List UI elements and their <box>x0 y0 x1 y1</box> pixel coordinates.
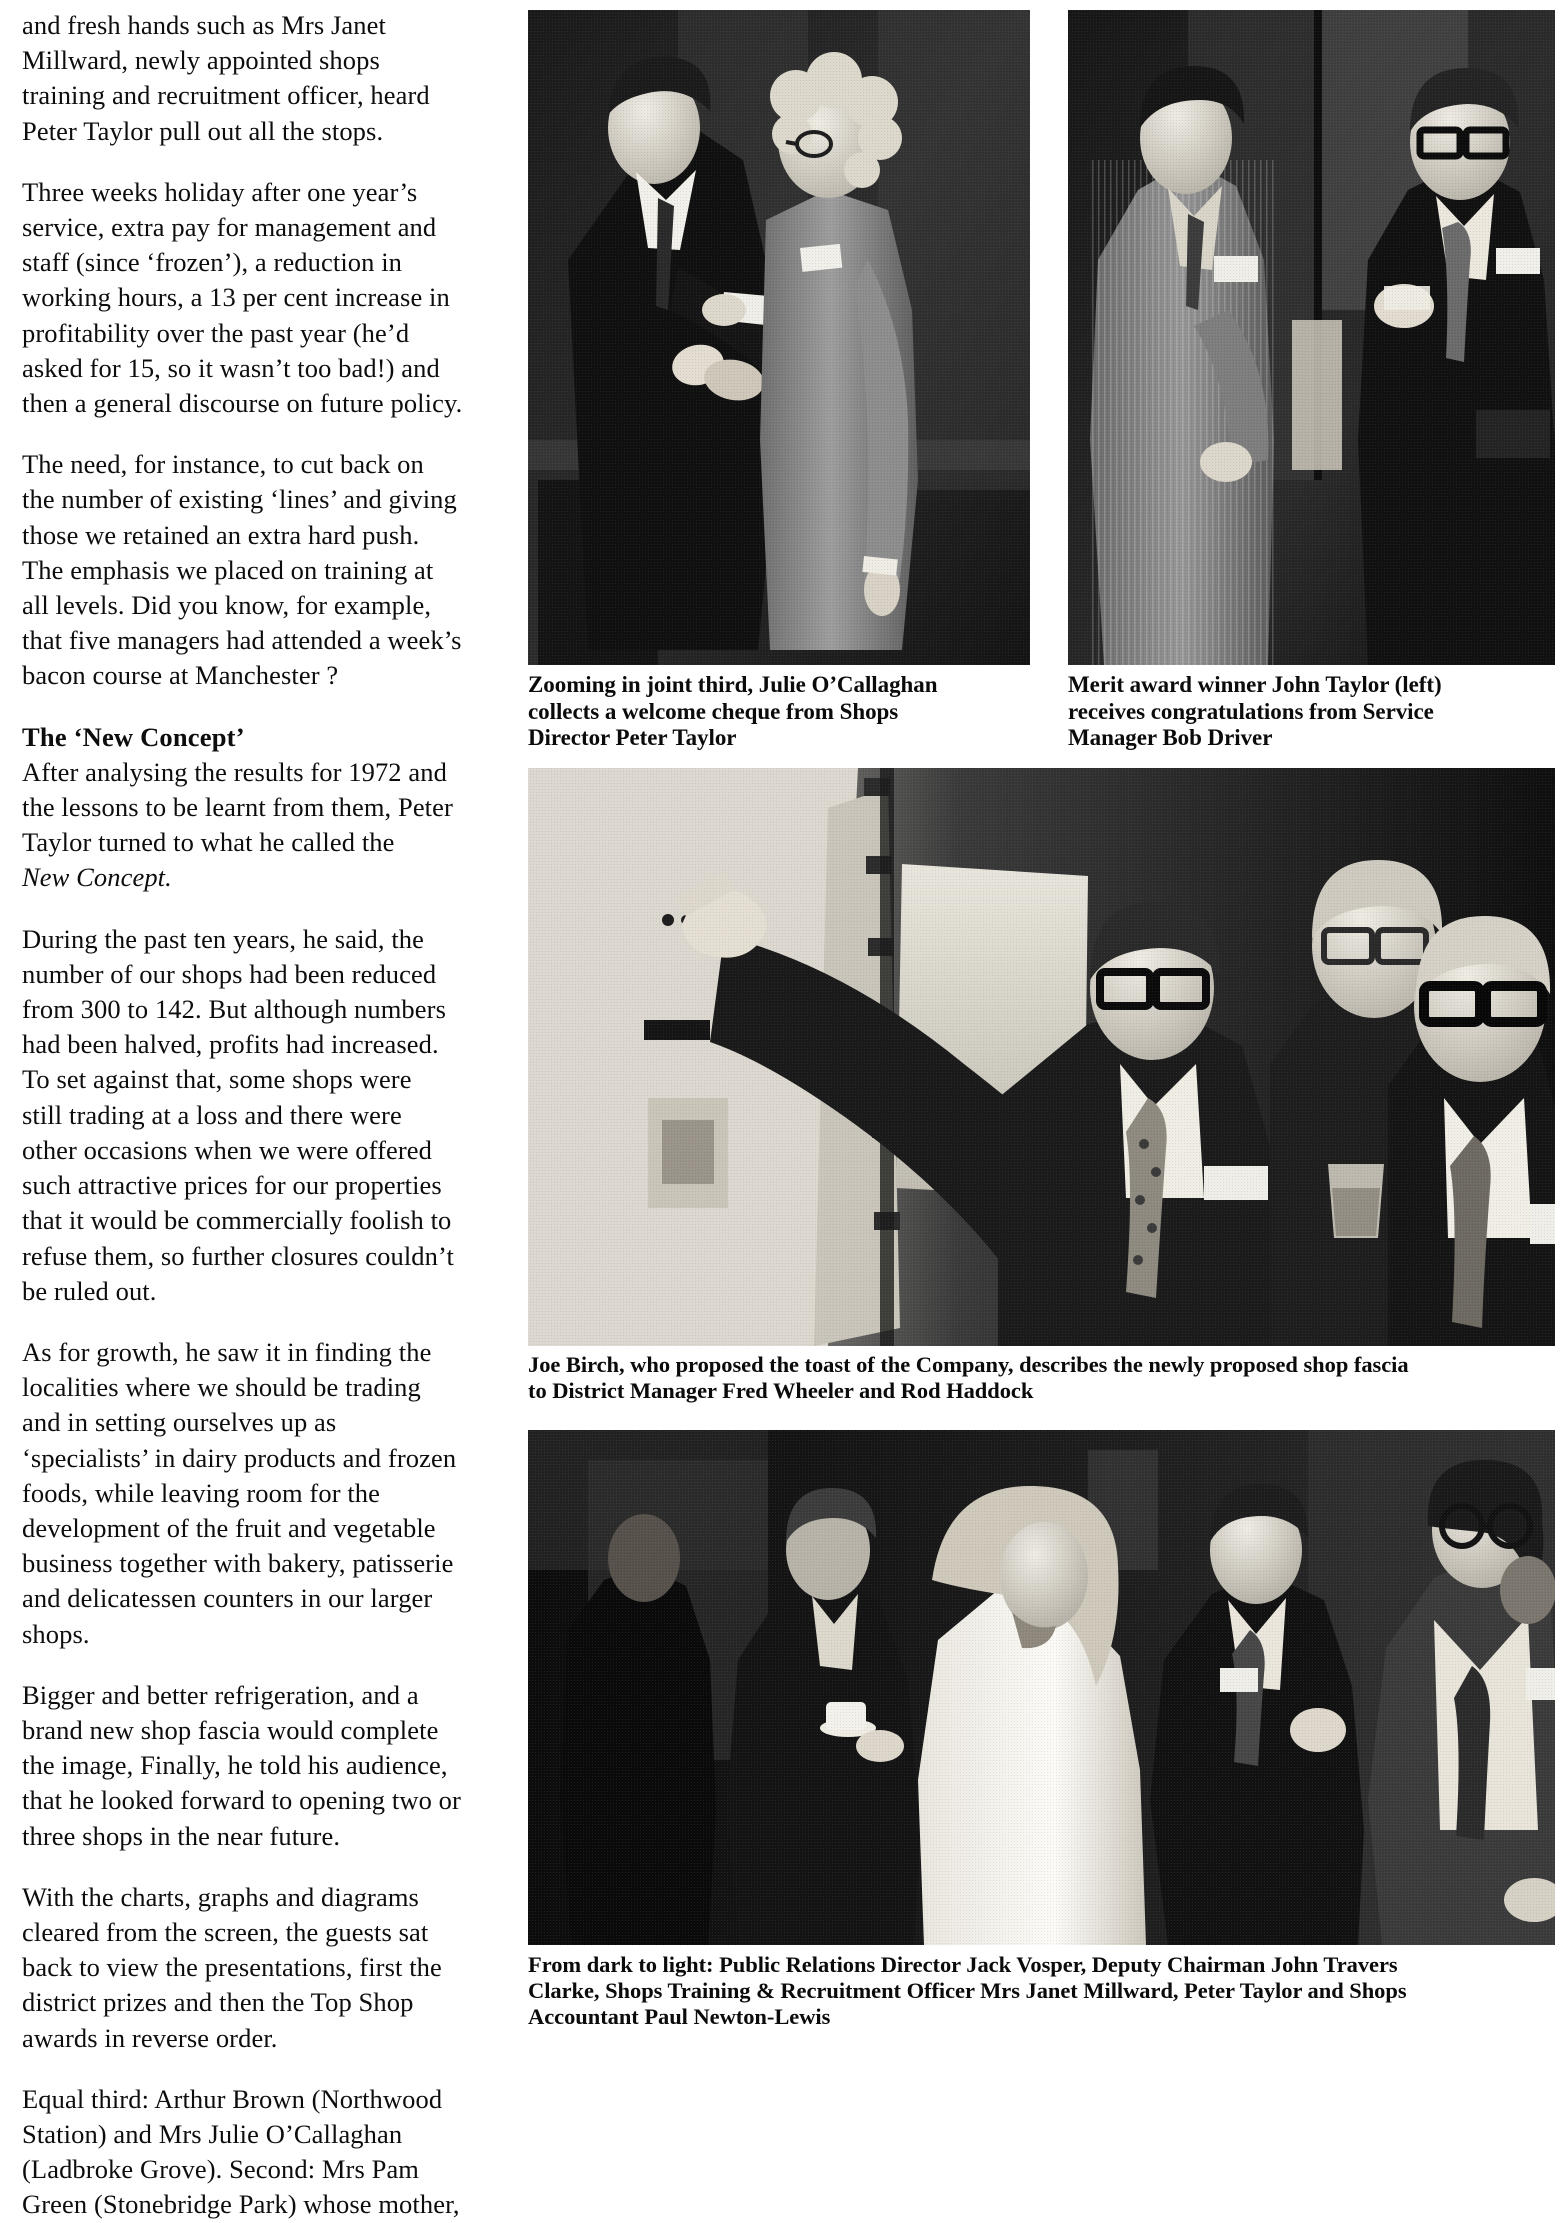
text-line: that he looked forward to opening two or <box>22 1785 461 1816</box>
text-line: As for growth, he saw it in finding the <box>22 1336 432 1367</box>
text-line: such attractive prices for our properties <box>22 1170 442 1201</box>
text-line-italic: New Concept. <box>22 862 172 893</box>
text-line: training and recruitment officer, heard <box>22 80 430 111</box>
caption-line: receives congratulations from Service <box>1068 698 1434 724</box>
text-line: those we retained an extra hard push. <box>22 519 420 550</box>
text-line: shops. <box>22 1618 90 1649</box>
caption-line: From dark to light: Public Relations Director Jack Vosper, Deputy Chairman John Travers <box>528 1952 1398 1977</box>
text-line: and fresh hands such as Mrs Janet <box>22 10 386 40</box>
text-line: Three weeks holiday after one year’s <box>22 176 418 207</box>
text-line: With the charts, graphs and diagrams <box>22 1881 419 1912</box>
text-line: cleared from the screen, the guests sat <box>22 1916 429 1947</box>
text-line: brand new shop fascia would complete <box>22 1714 439 1745</box>
paragraph-4 <box>22 755 512 896</box>
caption-line: Joe Birch, who proposed the toast of the Company, describes the newly proposed shop fascia <box>528 1352 1409 1377</box>
text-line: had been halved, profits had increased. <box>22 1029 439 1060</box>
text-line: localities where we should be trading <box>22 1372 421 1403</box>
caption-line: Director Peter Taylor <box>528 725 737 750</box>
caption-photo-group-reception <box>528 1952 1558 2030</box>
text-line: Taylor turned to what he called the <box>22 827 395 858</box>
text-line: The need, for instance, to cut back on <box>22 449 424 480</box>
text-line: Millward, newly appointed shops <box>22 45 380 76</box>
text-line: number of our shops had been reduced <box>22 958 437 989</box>
text-line: development of the fruit and vegetable <box>22 1512 436 1543</box>
caption-line: collects a welcome cheque from Shops <box>528 698 899 724</box>
text-line: and delicatessen counters in our larger <box>22 1583 433 1614</box>
text-line: back to view the presentations, first the <box>22 1952 442 1983</box>
text-line: Station) and Mrs Julie O’Callaghan <box>22 2118 403 2149</box>
caption-line: Clarke, Shops Training & Recruitment Officer Mrs Janet Millward, Peter Taylor and Shops <box>528 1978 1407 2003</box>
text-line: that it would be commercially foolish to <box>22 1205 452 1236</box>
text-line: refuse them, so further closures couldn’t <box>22 1240 454 1271</box>
text-line: (Ladbroke Grove). Second: Mrs Pam <box>22 2154 420 2185</box>
photo-shop-fascia <box>528 768 1555 1346</box>
text-line: The emphasis we placed on training at <box>22 554 434 585</box>
caption-line: Merit award winner John Taylor (left) <box>1068 672 1442 697</box>
text-line: profitability over the past year (he’d <box>22 317 410 348</box>
paragraph-1 <box>22 8 512 149</box>
caption-photo-merit-award <box>1068 672 1558 752</box>
text-line: bacon course at Manchester ? <box>22 660 339 691</box>
paragraph-3 <box>22 447 512 693</box>
photo-group-reception <box>528 1430 1555 1945</box>
text-line: that five managers had attended a week’s <box>22 625 462 656</box>
text-line: business together with bakery, patisserie <box>22 1548 454 1579</box>
text-line: the image, Finally, he told his audience, <box>22 1750 448 1781</box>
text-line: awards in reverse order. <box>22 2022 278 2053</box>
photo-merit-award <box>1068 10 1555 665</box>
photo-handshake <box>528 10 1030 665</box>
caption-photo-shop-fascia <box>528 1352 1558 1404</box>
article-text-column <box>22 8 512 2220</box>
caption-photo-handshake <box>528 672 1028 752</box>
text-line: other occasions when we were offered <box>22 1134 433 1165</box>
caption-line: Accountant Paul Newton-Lewis <box>528 2004 831 2029</box>
text-line: the number of existing ‘lines’ and giving <box>22 484 457 515</box>
text-line: then a general discourse on future policy. <box>22 388 463 419</box>
paragraph-2 <box>22 175 512 421</box>
text-line: During the past ten years, he said, the <box>22 923 425 954</box>
text-line: Bigger and better refrigeration, and a <box>22 1679 419 1710</box>
paragraph-5 <box>22 922 512 1309</box>
text-line: foods, while leaving room for the <box>22 1477 381 1508</box>
text-line: Green (Stonebridge Park) whose mother, <box>22 2189 460 2220</box>
paragraph-7 <box>22 1678 512 1854</box>
caption-line: Zooming in joint third, Julie O’Callaghan <box>528 672 938 697</box>
caption-line: Manager Bob Driver <box>1068 725 1273 750</box>
text-line: district prizes and then the Top Shop <box>22 1987 414 2018</box>
paragraph-8 <box>22 1880 512 2056</box>
section-heading-text: The ‘New Concept’ <box>22 721 245 752</box>
text-line: Equal third: Arthur Brown (Northwood <box>22 2083 443 2114</box>
paragraph-6 <box>22 1335 512 1652</box>
text-line: After analysing the results for 1972 and <box>22 756 447 787</box>
text-line: asked for 15, so it wasn’t too bad!) and <box>22 352 440 383</box>
paragraph-9 <box>22 2082 512 2223</box>
caption-line: to District Manager Fred Wheeler and Rod Haddock <box>528 1378 1034 1403</box>
text-line: the lessons to be learnt from them, Peter <box>22 792 453 823</box>
text-line: staff (since ‘frozen’), a reduction in <box>22 247 403 278</box>
text-line: working hours, a 13 per cent increase in <box>22 282 450 313</box>
text-line: Peter Taylor pull out all the stops. <box>22 115 384 146</box>
text-line: from 300 to 142. But although numbers <box>22 994 446 1025</box>
text-line: service, extra pay for management and <box>22 212 437 243</box>
text-line: all levels. Did you know, for example, <box>22 590 432 621</box>
text-line: still trading at a loss and there were <box>22 1099 402 1130</box>
text-line: be ruled out. <box>22 1275 157 1306</box>
text-line: three shops in the near future. <box>22 1820 341 1851</box>
text-line: and in setting ourselves up as <box>22 1407 337 1438</box>
section-heading <box>22 720 512 755</box>
text-line: To set against that, some shops were <box>22 1064 412 1095</box>
text-line: ‘specialists’ in dairy products and frozen <box>22 1442 457 1473</box>
